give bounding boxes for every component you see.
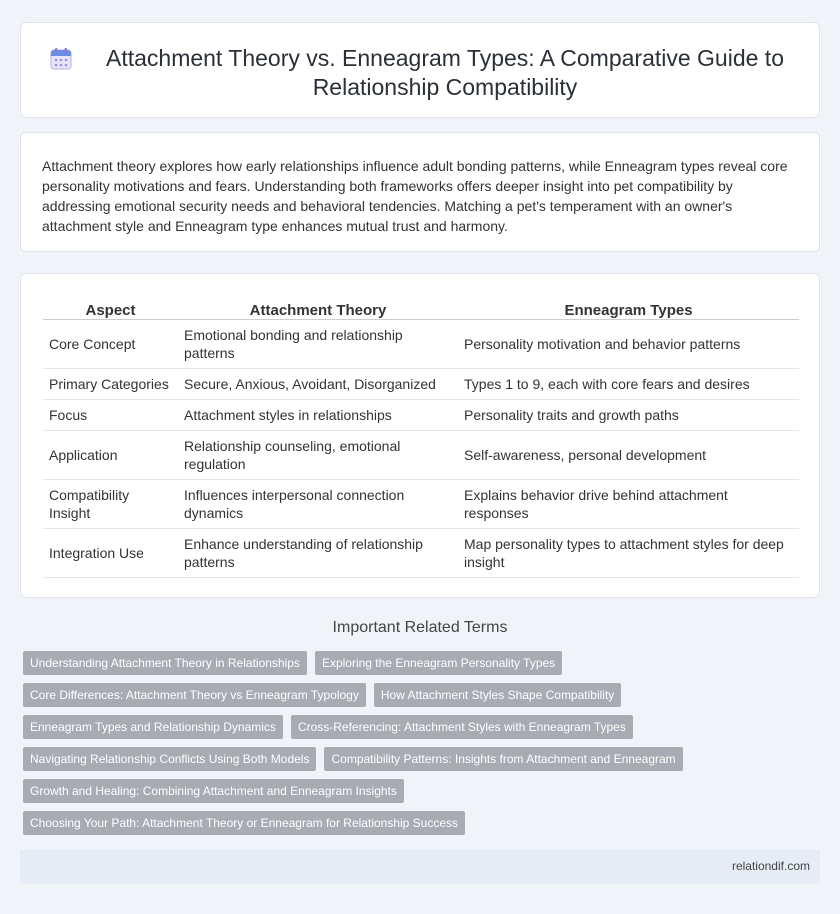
- related-term-link[interactable]: Enneagram Types and Relationship Dynamics: [23, 715, 283, 739]
- table-cell-enneagram: Map personality types to attachment styles for deep insight: [458, 528, 799, 577]
- table-cell-enneagram: Types 1 to 9, each with core fears and desires: [458, 368, 799, 399]
- table-row: [43, 368, 799, 399]
- table-cell-attachment: Emotional bonding and relationship patterns: [178, 319, 458, 368]
- header-attachment-theory: Attachment Theory: [178, 296, 458, 319]
- comparison-table: [43, 296, 799, 578]
- table-row: [43, 319, 799, 368]
- header-enneagram-types: Enneagram Types: [458, 296, 799, 319]
- related-term-link[interactable]: Choosing Your Path: Attachment Theory or Enneagram for Relationship Success: [23, 811, 465, 835]
- related-term-link[interactable]: How Attachment Styles Shape Compatibility: [374, 683, 621, 707]
- term-row: [23, 715, 823, 739]
- term-row: [23, 811, 823, 835]
- related-term-link[interactable]: Exploring the Enneagram Personality Types: [315, 651, 562, 675]
- intro-card: [20, 132, 820, 252]
- related-terms-list: [23, 651, 823, 843]
- term-row: [23, 747, 823, 771]
- table-cell-enneagram: Self-awareness, personal development: [458, 430, 799, 479]
- intro-paragraph: Attachment theory explores how early relationships influence adult bonding patterns, while Enneagram types reveal core personality motivations and fears. Understanding both frameworks offers deeper insight into pet compatibility by addressing emotional security needs and behavioral tendencies. Matching a pet's temperament with an owner's attachment style and Enneagram type enhances mutual trust and harmony.: [42, 158, 788, 234]
- header-card: [20, 22, 820, 118]
- table-cell-enneagram: Explains behavior drive behind attachment responses: [458, 479, 799, 528]
- table-cell-aspect: Compatibility Insight: [43, 479, 178, 528]
- related-term-link[interactable]: Growth and Healing: Combining Attachment and Enneagram Insights: [23, 779, 404, 803]
- footer: [20, 850, 820, 884]
- term-row: [23, 779, 823, 803]
- related-term-link[interactable]: Compatibility Patterns: Insights from Attachment and Enneagram: [324, 747, 682, 771]
- table-cell-attachment: Influences interpersonal connection dynamics: [178, 479, 458, 528]
- header-aspect: Aspect: [43, 296, 178, 319]
- table-cell-aspect: Core Concept: [43, 319, 178, 368]
- table-cell-enneagram: Personality motivation and behavior patterns: [458, 319, 799, 368]
- table-row: [43, 430, 799, 479]
- calendar-icon: [49, 47, 73, 71]
- related-term-link[interactable]: Understanding Attachment Theory in Relationships: [23, 651, 307, 675]
- footer-site-name[interactable]: relationdif.com: [731, 859, 810, 873]
- term-row: [23, 651, 823, 675]
- table-cell-aspect: Application: [43, 430, 178, 479]
- related-terms-heading: Important Related Terms: [332, 619, 508, 636]
- table-cell-aspect: Primary Categories: [43, 368, 178, 399]
- table-cell-attachment: Attachment styles in relationships: [178, 399, 458, 430]
- related-term-link[interactable]: Cross-Referencing: Attachment Styles with Enneagram Types: [291, 715, 633, 739]
- table-row: [43, 528, 799, 577]
- related-term-link[interactable]: Core Differences: Attachment Theory vs Enneagram Typology: [23, 683, 366, 707]
- related-term-link[interactable]: Navigating Relationship Conflicts Using Both Models: [23, 747, 316, 771]
- table-cell-attachment: Enhance understanding of relationship patterns: [178, 528, 458, 577]
- table-header-row: [43, 296, 799, 319]
- page-title: Attachment Theory vs. Enneagram Types: A Comparative Guide to Relationship Compatibility: [105, 45, 784, 100]
- table-row: [43, 479, 799, 528]
- table-cell-attachment: Relationship counseling, emotional regulation: [178, 430, 458, 479]
- term-row: [23, 683, 823, 707]
- table-cell-aspect: Focus: [43, 399, 178, 430]
- table-cell-aspect: Integration Use: [43, 528, 178, 577]
- table-cell-attachment: Secure, Anxious, Avoidant, Disorganized: [178, 368, 458, 399]
- comparison-table-card: [20, 273, 820, 598]
- table-cell-enneagram: Personality traits and growth paths: [458, 399, 799, 430]
- table-row: [43, 399, 799, 430]
